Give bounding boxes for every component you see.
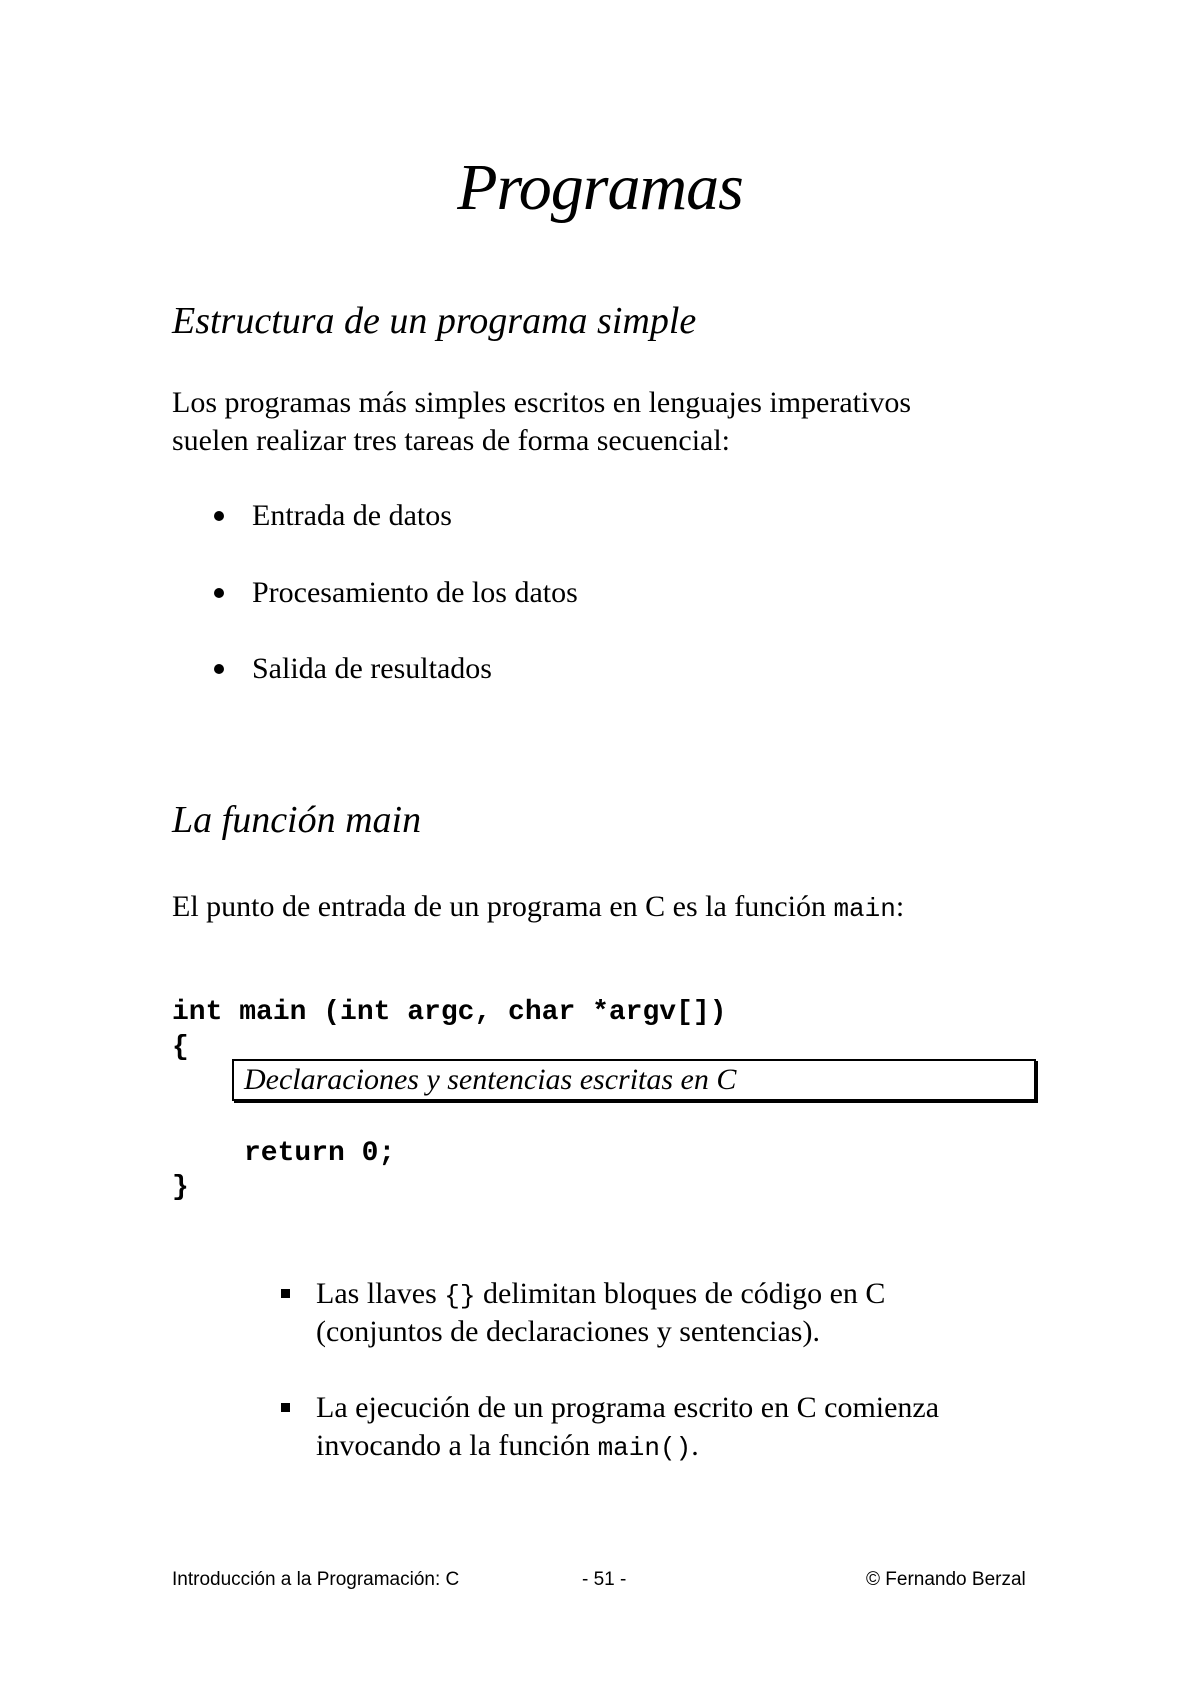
note-2-post: . [691,1429,699,1462]
main-intro-paragraph [172,888,904,928]
code-return-statement: return 0; [244,1138,396,1169]
note-1-line-1 [316,1275,885,1315]
note-2-line-1: La ejecución de un programa escrito en C comienza [316,1391,940,1424]
code-close-brace: } [172,1172,189,1203]
bullet-icon [214,588,224,598]
page-title: Programas [457,151,743,224]
note-2-code: main() [597,1433,692,1463]
note-1-line-2: (conjuntos de declaraciones y sentencias). [316,1315,820,1348]
note-1-pre: Las llaves [316,1277,445,1310]
list-item [214,497,452,535]
main-intro-code: main [833,894,896,924]
note-1-post: delimitan bloques de código en C [475,1277,886,1310]
main-intro-end: : [895,890,905,923]
square-bullet-icon [281,1403,290,1412]
note-1-code: {} [444,1281,476,1311]
footer-right: © Fernando Berzal [866,1569,1026,1590]
list-item-label: Procesamiento de los datos [252,576,578,609]
code-open-brace: { [172,1032,189,1063]
list-item [214,650,492,688]
section-heading-main: La función main [172,799,422,841]
note-2-pre: invocando a la función [316,1429,598,1462]
list-item-label: Entrada de datos [252,499,452,532]
footer-left: Introducción a la Programación: C [172,1569,460,1590]
intro-paragraph-line-2: suelen realizar tres tareas de forma secuencial: [172,424,731,457]
note-2-line-2 [316,1427,699,1467]
list-item [214,574,578,612]
section-heading-structure: Estructura de un programa simple [172,300,697,342]
bullet-icon [214,511,224,521]
intro-paragraph-line-1: Los programas más simples escritos en lenguajes imperativos [172,386,911,419]
code-signature: int main (int argc, char *argv[]) [172,997,727,1028]
main-intro-text: El punto de entrada de un programa en C es la función [172,890,834,923]
footer-page-number: - 51 - [582,1569,627,1590]
code-placeholder-text: Declaraciones y sentencias escritas en C [244,1063,737,1096]
list-item-label: Salida de resultados [252,652,492,685]
square-bullet-icon [281,1289,290,1298]
bullet-icon [214,664,224,674]
